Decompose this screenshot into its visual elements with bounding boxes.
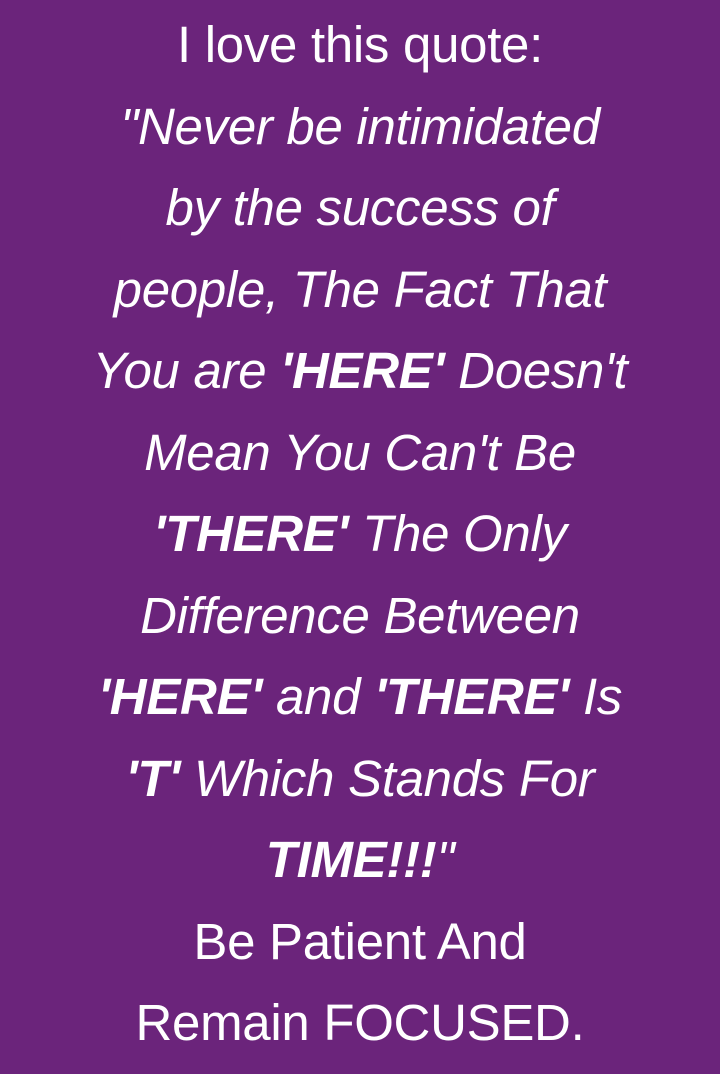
time-emphasis: TIME!!!: [265, 831, 437, 888]
quote-line-7: Difference Between: [140, 586, 580, 644]
quote-line-9-part-2: Which Stands For: [180, 749, 595, 807]
quote-line-6-part-2: The Only: [348, 505, 567, 562]
quote-text-block: [0, 4, 720, 1064]
quote-line-8-part-2: and: [262, 668, 375, 725]
here-emphasis: 'HERE': [280, 342, 445, 399]
closing-quote-mark: ": [436, 831, 455, 888]
closing-line-2: Remain FOCUSED.: [135, 994, 585, 1051]
quote-line-4-part-3: Doesn't: [444, 342, 628, 399]
quote-line-6: [0, 493, 720, 575]
intro-line: I love this quote:: [177, 16, 543, 73]
quote-line-3: people, The Fact That: [113, 260, 607, 318]
t-emphasis: 'T': [125, 749, 181, 807]
quote-line-10: [0, 819, 720, 901]
quote-line-1: "Never be intimidated: [120, 97, 600, 155]
quote-line-4: [0, 330, 720, 412]
quote-line-8-part-4: Is: [569, 668, 623, 725]
there-emphasis-2: 'THERE': [374, 668, 570, 725]
quote-line-8: [0, 656, 720, 738]
there-emphasis: 'THERE': [153, 505, 349, 562]
quote-line-4-part-1: You are: [92, 342, 281, 399]
closing-line-1: Be Patient And: [193, 912, 527, 970]
here-emphasis-2: 'HERE': [97, 668, 263, 725]
quote-line-2: by the success of: [165, 179, 555, 236]
quote-line-9: [0, 738, 720, 820]
quote-line-5: Mean You Can't Be: [144, 423, 576, 481]
